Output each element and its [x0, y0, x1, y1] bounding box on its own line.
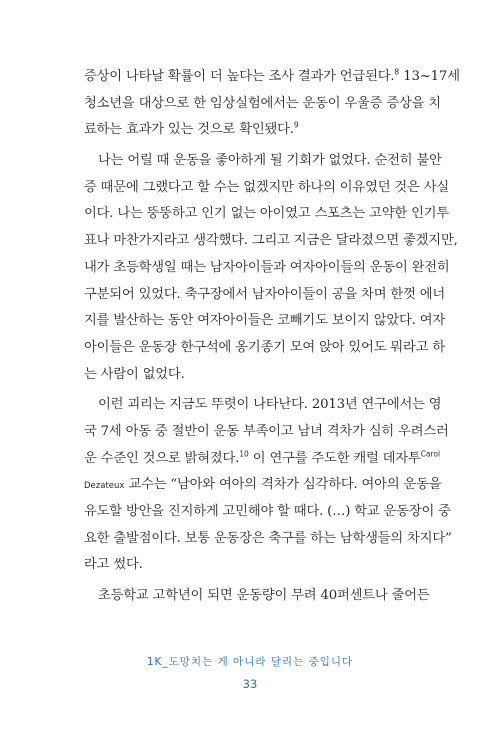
footnote-ref: 10	[239, 449, 249, 459]
latin-name-annotation: Dezateux	[84, 481, 125, 492]
text-line: 내가 초등학생일 때는 남자아이들과 여자아이들의 운동이 완전히	[84, 259, 450, 275]
text-line: 요한 출발점이다. 보통 운동장은 축구를 하는 남학생들의 차지다”	[84, 530, 452, 546]
text-line: 국 7세 아동 중 절반이 운동 부족이고 남녀 격차가 심히 우려스러	[84, 423, 449, 439]
text-line: 는 사람이 없었다.	[84, 366, 185, 382]
text-line: 표나 마찬가지라고 생각했다. 그리고 지금은 달라졌으면 좋겠지만,	[84, 233, 458, 249]
text-line: 초등학교 고학년이 되면 운동량이 무려 40퍼센트나 줄어든	[98, 588, 430, 604]
text-line: 구분되어 있었다. 축구장에서 남자아이들이 공을 차며 한껏 에너	[84, 286, 445, 302]
page-number: 33	[242, 677, 258, 691]
footnote-ref: 9	[293, 120, 299, 130]
text-line: 운 수준인 것으로 밝혀졌다.$^{10}$ 이 연구를 주도한 캐럴 데자투$^{Carol}$	[84, 449, 441, 466]
text-line: 아이들은 운동장 한구석에 옹기종기 모여 앉아 있어도 뭐라고 하	[84, 339, 445, 355]
text-line: 유도할 방안을 진지하게 고민해야 할 때다. (…) 학교 운동장이 중	[84, 504, 451, 519]
text-line: 료하는 효과가 있는 것으로 확인됐다.$^9$	[84, 120, 299, 138]
body-text	[84, 64, 460, 610]
text-line: 증 때문에 그랬다고 할 수는 없겠지만 하나의 이유였던 것은 사실	[84, 179, 450, 195]
text-line: 라고 썼다.	[84, 557, 143, 573]
text-line: Dezateux 교수는 “남아와 여아의 격차가 심각하다. 여아의 운동을	[84, 477, 442, 493]
running-title: 1K_도망치는 게 아니라 달리는 중입니다	[146, 656, 354, 668]
text-line: 지를 발산하는 동안 여자아이들은 코빼기도 보이지 않았다. 여자	[84, 313, 445, 329]
text-line: 이런 괴리는 지금도 뚜렷이 나타난다. 2013년 연구에서는 영	[98, 397, 442, 413]
text-line: 청소년을 대상으로 한 임상실험에서는 운동이 우울증 증상을 치	[84, 95, 441, 111]
text-line: 나는 어릴 때 운동을 좋아하게 될 기회가 없었다. 순전히 불안	[98, 153, 442, 169]
footnote-ref: 8	[394, 67, 400, 77]
text-line: 증상이 나타날 확률이 더 높다는 조사 결과가 언급된다.$^8$ 13~17세	[84, 67, 460, 84]
text-line: 이다. 나는 뚱뚱하고 인기 없는 아이였고 스포츠는 고약한 인기투	[84, 206, 450, 222]
latin-name-annotation: Carol	[420, 449, 441, 459]
